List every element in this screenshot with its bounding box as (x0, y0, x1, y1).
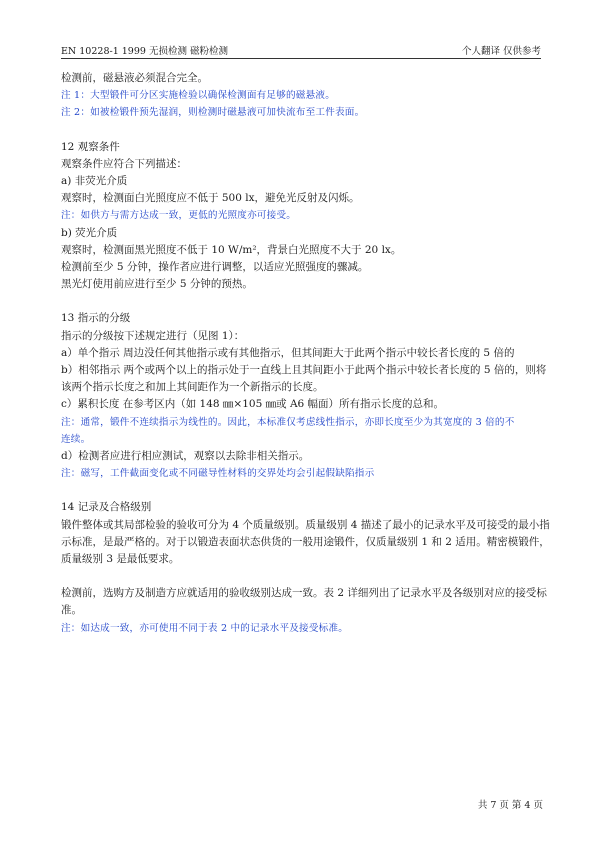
list-item: b) 荧光介质 (61, 226, 118, 239)
page-header (61, 42, 541, 59)
list-item: a）单个指示 周边没任何其他指示或有其他指示，但其间距大于此两个指示中较长者长度的 5 倍的 (61, 346, 515, 359)
note-2: 注 2：如被检锻件预先湿润，则检测时磁悬液可加快流布至工件表面。 (61, 107, 365, 119)
document-body (61, 70, 550, 637)
section-14-title: 14 记录及合格级别 (61, 501, 152, 514)
paragraph: 黑光灯使用前应进行至少 5 分钟的预热。 (61, 278, 253, 291)
paragraph: 观察时，检测面黑光照度不低于 10 W/m²，背景白光照度不大于 20 lx。 (61, 243, 402, 256)
header-translation-note: 个人翻译 仅供参考 (461, 46, 541, 57)
list-item-continuation: 该两个指示长度之和加上其间距作为一个新指示的长度。 (61, 381, 324, 394)
paragraph: 准。 (61, 604, 82, 617)
page-number: 共 7 页 第 4 页 (477, 800, 543, 811)
list-item: a) 非荧光介质 (61, 175, 128, 188)
note: 注：通常，锻件不连续指示为线性的。因此，本标准仅考虑线性指示，亦即长度至少为其宽度的 3 倍的不 (61, 416, 515, 428)
paragraph: 指示的分级按下述规定进行（见图 1）： (61, 329, 245, 342)
paragraph: 锻件整体或其局部检验的验收可分为 4 个质量级别。质量级别 4 描述了最小的记录水平及可接受的最小指 (61, 518, 550, 531)
note: 注：如供方与需方达成一致，更低的光照度亦可接受。 (61, 210, 297, 222)
note: 注：如达成一致，亦可使用不同于表 2 中的记录水平及接受标准。 (61, 622, 349, 634)
paragraph: 观察条件应符合下列描述： (61, 157, 187, 170)
section-12-title: 12 观察条件 (61, 140, 120, 153)
paragraph: 质量级别 3 是最低要求。 (61, 553, 180, 566)
note-continuation: 连续。 (61, 433, 91, 445)
list-item: b）相邻指示 两个或两个以上的指示处于一直线上且其间距小于此两个指示中较长者长度的 5 倍的，则将 (61, 364, 547, 377)
list-item: c）累积长度 在参考区内（如 148 ㎜×105 ㎜或 A6 幅面）所有指示长度的总和。 (61, 398, 445, 411)
list-item: d）检测者应进行相应测试，观察以去除非相关指示。 (61, 450, 310, 463)
paragraph: 检测前，选购方及制造方应就适用的验收级别达成一致。表 2 详细列出了记录水平及各级别对应的接受标 (61, 587, 547, 600)
note-1: 注 1：大型锻件可分区实施检验以确保检测面有足够的磁悬液。 (61, 90, 335, 102)
paragraph: 检测前，磁悬液必须混合完全。 (61, 72, 208, 84)
paragraph: 观察时，检测面白光照度应不低于 500 lx，避免光反射及闪烁。 (61, 192, 360, 205)
header-standard-title: EN 10228-1 1999 无损检测 磁粉检测 (61, 46, 228, 57)
paragraph: 示标准，是最严格的。对于以锻造表面状态供货的一般用途锻件，仅质量级别 1 和 2 适用。精密模锻件， (61, 535, 550, 548)
section-13-title: 13 指示的分级 (61, 312, 131, 325)
paragraph: 检测前至少 5 分钟，操作者应进行调整，以适应光照强度的骤减。 (61, 261, 369, 274)
note: 注：磁写，工件截面变化或不同磁导性材料的交界处均会引起假缺陷指示 (61, 468, 375, 480)
